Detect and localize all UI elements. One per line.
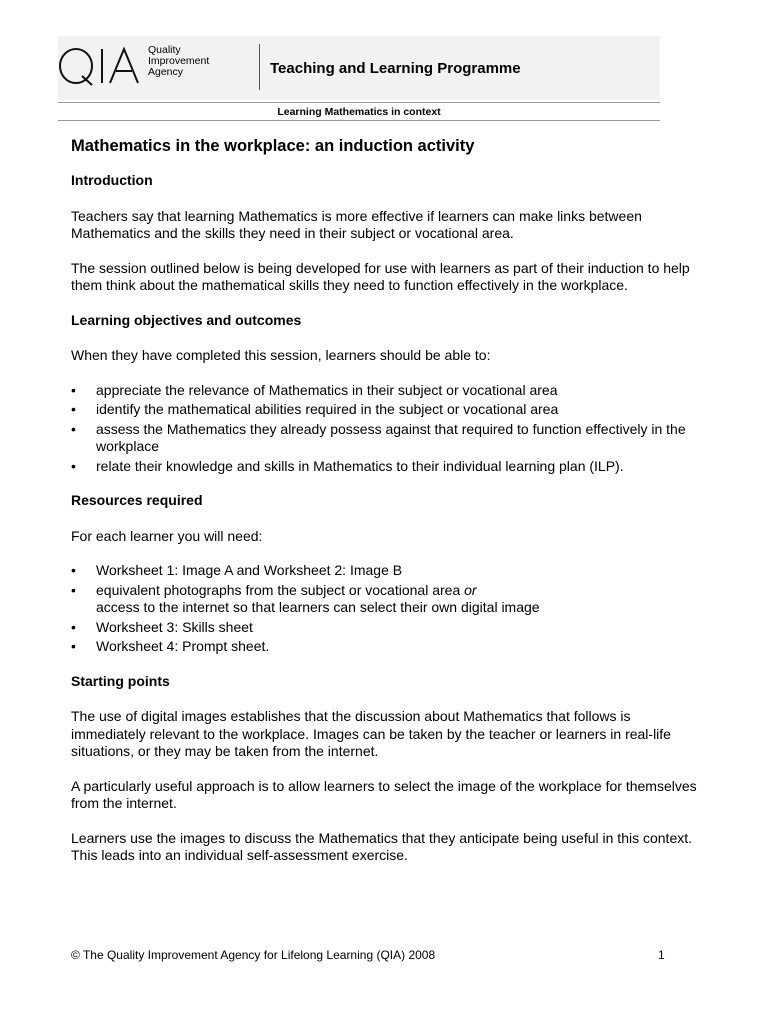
list-item: • equivalent photographs from the subject or vocational area or access to the internet so that learners can select their own digital image xyxy=(71,581,540,615)
paragraph: The session outlined below is being developed for use with learners as part of their induction to help them think about the mathematical skills they need to function effectively in the workplace. xyxy=(71,259,690,293)
header-divider xyxy=(259,44,260,90)
paragraph: For each learner you will need: xyxy=(71,527,263,544)
objectives-list xyxy=(71,382,701,476)
resources-list xyxy=(71,562,701,656)
page-number: 1 xyxy=(658,948,665,962)
bullet-icon: • xyxy=(71,638,76,654)
list-item: • Worksheet 3: Skills sheet xyxy=(71,618,253,635)
list-item: • Worksheet 1: Image A and Worksheet 2: Image B xyxy=(71,562,403,578)
document-title: Mathematics in the workplace: an induction activity xyxy=(71,137,475,155)
resources-heading: Resources required xyxy=(71,492,203,508)
rule-bottom xyxy=(58,120,660,121)
list-item: • assess the Mathematics they already possess against that required to function effectively in the workplace xyxy=(71,420,686,454)
paragraph: Teachers say that learning Mathematics is more effective if learners can make links between Mathematics and the skills they need in their subject or vocational area. xyxy=(71,207,642,241)
paragraph: Learners use the images to discuss the Mathematics that they anticipate being useful in this context. This leads into an individual self-assessment exercise. xyxy=(71,829,693,863)
bullet-icon: • xyxy=(71,401,76,417)
objectives-heading: Learning objectives and outcomes xyxy=(71,311,302,328)
paragraph: A particularly useful approach is to allow learners to select the image of the workplace for themselves from the internet. xyxy=(71,777,697,811)
list-item: • relate their knowledge and skills in Mathematics to their individual learning plan (ILP). xyxy=(71,457,624,474)
document-subheader: Learning Mathematics in context xyxy=(277,106,441,118)
footer-copyright: © The Quality Improvement Agency for Lifelong Learning (QIA) 2008 xyxy=(71,948,436,962)
programme-title: Teaching and Learning Programme xyxy=(270,60,521,77)
paragraph: When they have completed this session, learners should be able to: xyxy=(71,347,491,363)
agency-line: Quality xyxy=(148,44,181,56)
agency-line: Improvement xyxy=(148,55,210,67)
list-item: • appreciate the relevance of Mathematics in their subject or vocational area xyxy=(71,381,558,398)
rule-top xyxy=(58,102,660,103)
bullet-icon: • xyxy=(71,581,76,598)
agency-line: Agency xyxy=(148,66,184,78)
bullet-icon: • xyxy=(71,618,76,635)
bullet-icon: • xyxy=(71,562,76,578)
list-item: • Worksheet 4: Prompt sheet. xyxy=(71,638,270,654)
introduction-heading: Introduction xyxy=(71,172,153,188)
document-body xyxy=(71,136,701,882)
bullet-icon: • xyxy=(71,457,76,474)
paragraph: The use of digital images establishes that the discussion about Mathematics that follows is immediately relevant to the workplace. Images can be taken by the teacher or learners in real-life situations, or they may be taken from the internet. xyxy=(71,708,671,759)
bullet-icon: • xyxy=(71,420,76,437)
bullet-icon: • xyxy=(71,381,76,398)
starting-points-heading: Starting points xyxy=(71,672,170,689)
agency-name xyxy=(148,45,209,78)
list-item: • identify the mathematical abilities required in the subject or vocational area xyxy=(71,401,559,417)
